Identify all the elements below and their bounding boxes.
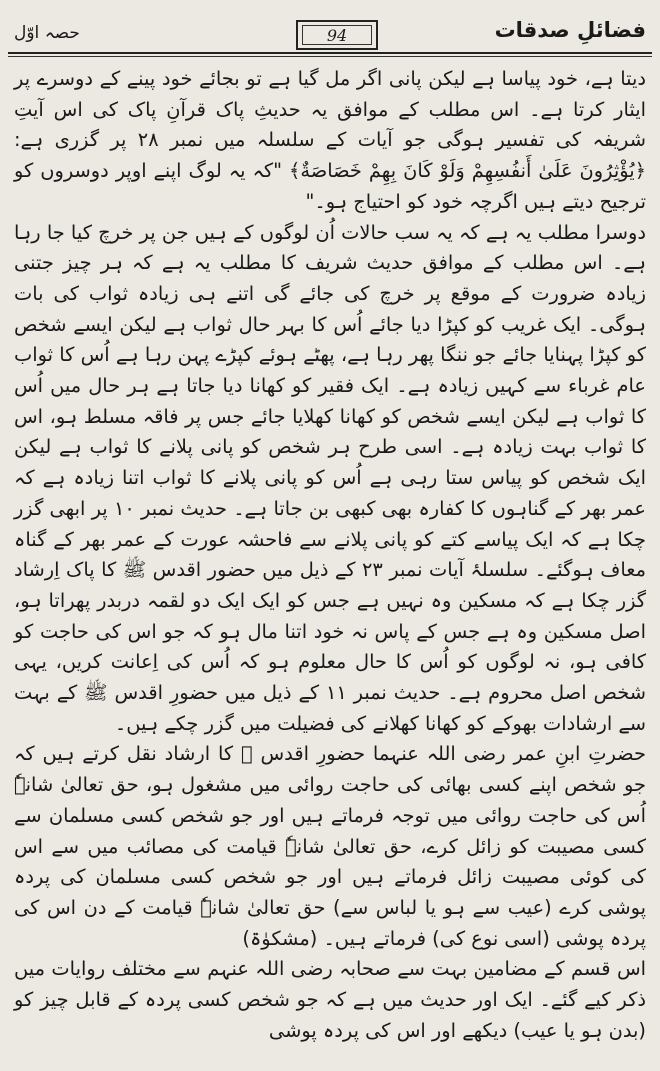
paragraph-2: دوسرا مطلب یہ ہے کہ یہ سب حالات اُن لوگوں کے ہیں جن پر خرچ کیا جا رہا ہے۔ اس مطلب کے موافق حدیث شریف کا مطلب یہ ہے کہ ہر چیز جتنی زیادہ ضرورت کے موقع پر خرچ کی جائے گی اتنے ہی زیادہ ثواب کی بات ہوگی۔ ایک غریب کو کپڑا دیا جائے اُس کا بہر حال ثواب ہے لیکن ایسے شخص کو کپڑا پہنایا جائے جو ننگا پھر رہا ہے، پھٹے ہوئے کپڑے پہن رہا ہے اُس کا ثواب عام غرباء سے کہیں زیادہ ہے۔ ایک فقیر کو کھانا دیا جاتا ہے ہر حال میں اُس کا ثواب ہے لیکن ایسے شخص کو کھانا کھلایا جائے جس پر فاقہ مسلط ہو، اس کا ثواب بہت زیادہ ہے۔ اسی طرح ہر شخص کو پانی پلانے کا ثواب ہے لیکن ایک شخص کو پیاس ستا رہی ہے اُس کو پانی پلانے کا ثواب اتنا زیادہ ہے کہ عمر بھر کے گناہوں کا کفارہ بھی کبھی بن جاتا ہے۔ حدیث نمبر ۱۰ پر ابھی گزر چکا ہے کہ ایک پیاسے کتے کو پانی پلانے سے فاحشہ عورت کے عمر بھر کے گناہ معاف ہوگئے۔ سلسلۂ آیات نمبر ۲۳ کے ذیل میں حضور اقدس ﷺ کا پاک اِرشاد گزر چکا ہے کہ مسکین وہ نہیں ہے جس کو ایک ایک دو لقمہ دربدر پھراتا ہو، اصل مسکین وہ ہے جس کے پاس نہ خود اتنا مال ہو کہ جو اس کی حاجت کو کافی ہو، نہ لوگوں کو اُس کا حال معلوم ہو کہ اُس کی اِعانت کریں، یہی شخص اصل محروم ہے۔ حدیث نمبر ۱۱ کے ذیل میں حضورِ اقدس ﷺ کے بہت سے ارشادات بھوکے کو کھانا کھلانے کی فضیلت میں گزر چکے ہیں۔ — [14, 220, 647, 735]
page-number-box — [296, 20, 378, 50]
paragraph-1: دیتا ہے، خود پیاسا ہے لیکن پانی اگر مل گیا ہے تو بجائے خود پینے کے دوسرے پر ایثار کرتا ہے۔ اس مطلب کے موافق یہ حدیثِ پاک قرآنِ پاک کی اس آیتِ شریفہ کی تفسیر ہوگی جو آیات کے سلسلہ میں نمبر ۲۸ پر گزری ہے: ﴿يُؤْثِرُونَ عَلَىٰ أَنفُسِهِمْ وَلَوْ كَانَ بِهِمْ خَصَاصَةٌ﴾ "کہ یہ لوگ اپنے اوپر دوسروں کو ترجیح دیتے ہیں اگرچہ خود کو احتیاج ہو۔" — [14, 67, 646, 213]
section-label: حصہ اوّل — [14, 23, 80, 43]
paragraph-4: اس قسم کے مضامین بہت سے صحابہ رضی اللہ عنہم سے مختلف روایات میں ذکر کیے گئے۔ ایک اور حدیث میں ہے کہ جو شخص کسی پردہ کے قابل چیز کو (بدن ہو یا عیب) دیکھے اور اس کی پردہ پوشی — [14, 957, 646, 1042]
paragraph-3: حضرتِ ابنِ عمر رضی اللہ عنہما حضورِ اقدس ﷺ کا ارشاد نقل کرتے ہیں کہ جو شخص اپنے کسی بھائی کی حاجت روائی میں مشغول ہو، حق تعالیٰ شانہٗ اُس کی حاجت روائی میں توجہ فرماتے ہیں اور جو شخص کسی مسلمان سے کسی مصیبت کو زائل کرے، حق تعالیٰ شانہٗ قیامت کی مصائب میں سے اس کی کوئی مصیبت زائل فرماتے ہیں اور جو شخص کسی مسلمان کی پردہ پوشی کرے (عیب سے ہو یا لباس سے) حق تعالیٰ شانہٗ قیامت کے دن اس کی پردہ پوشی (اسی نوع کی) فرماتے ہیں۔ (مشکوٰۃ) — [14, 742, 646, 950]
header-rule-thin — [8, 56, 652, 57]
header-rule — [8, 52, 652, 54]
page-header — [0, 0, 660, 60]
book-title: فضائلِ صدقات — [494, 18, 646, 42]
page-number: 94 — [302, 25, 372, 45]
body-text — [14, 64, 646, 1064]
